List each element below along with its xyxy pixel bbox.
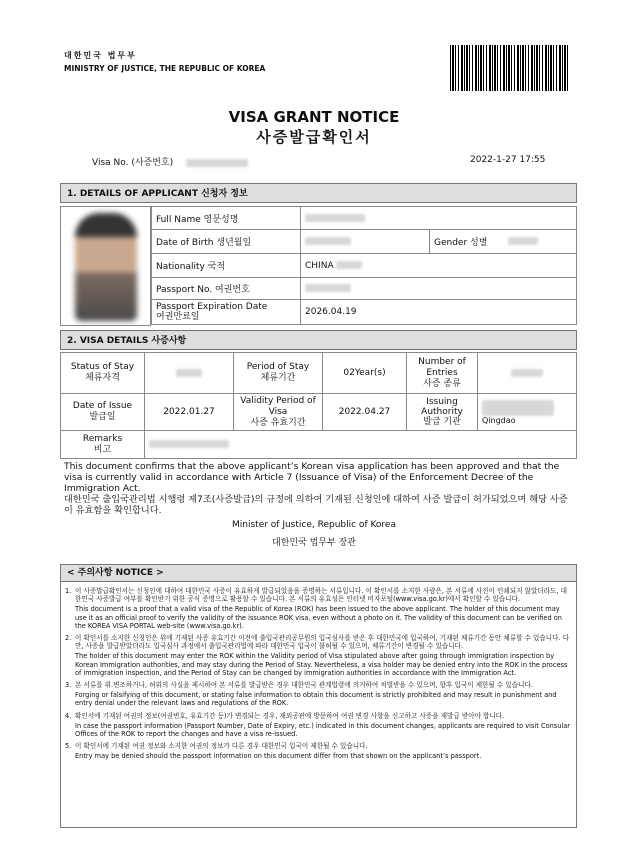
passport-expiry-label-ko: 여권만료일 xyxy=(156,312,200,322)
notice-item xyxy=(65,681,573,710)
remarks-label-ko: 비고 xyxy=(93,444,112,455)
notice-korean: 이 확인서에 기재된 여권 정보와 소지한 여권의 정보가 다른 경우 대한민국 입국이 제한될 수 있습니다. xyxy=(75,742,368,751)
nationality-cell xyxy=(301,254,577,278)
visa-table xyxy=(60,352,577,459)
entries-label xyxy=(407,353,478,394)
notice-english: The holder of this document may enter the ROK within the Validity period of Visa stipulated above after going through immigration inspection by Korean Immigration authorities, and may stay during the Period of Stay. Nevertheless, a visa holder may be denied entry into the ROK in the process of immigration inspection, and the Period of Stay can be changed by immigration authorities in accordance with the Immigration Act. xyxy=(75,652,568,677)
visa-number-label: Visa No. (사증번호) xyxy=(92,158,174,168)
dob-value xyxy=(305,237,351,245)
full-name-label: Full Name 영문성명 xyxy=(152,207,301,230)
nationality-label: Nationality 국적 xyxy=(152,254,301,278)
dob-label: Date of Birth 생년월일 xyxy=(152,230,301,254)
visa-number xyxy=(92,155,248,168)
remarks-label-en: Remarks xyxy=(82,433,123,444)
full-name-cell xyxy=(301,207,577,230)
agency-english: MINISTRY OF JUSTICE, THE REPUBLIC OF KOREA xyxy=(64,64,266,73)
statement-korean: 대한민국 출입국관리법 시행령 제7조(사증발급)의 규정에 의하여 기재된 신청인에 대하여 사증 발급이 허가되었으며 해당 사증이 유효함을 확인합니다. xyxy=(64,494,568,516)
passport-expiry-label-en: Passport Expiration Date xyxy=(156,302,268,312)
statement-english: This document confirms that the above applicant’s Korean visa application has been approved and that the visa is currently valid in accordance with Article 7 (Issuance of Visa) of the Enforcement Decree of the Immigration Act. xyxy=(64,461,560,494)
status-value xyxy=(176,369,202,377)
passport-cell xyxy=(301,278,577,300)
issue-value: 2022.01.27 xyxy=(145,394,234,431)
issue-label-ko: 발급일 xyxy=(89,412,116,422)
remarks-value xyxy=(149,440,229,448)
period-label-ko: 체류기간 xyxy=(260,373,296,383)
notice-number: 1. xyxy=(65,587,72,595)
remarks-label xyxy=(61,431,145,459)
gender-cell xyxy=(504,230,577,254)
notice-item xyxy=(65,742,573,762)
notice-number: 2. xyxy=(65,634,72,643)
barcode xyxy=(450,45,568,91)
nationality-blurred xyxy=(336,261,362,269)
notice-item xyxy=(65,634,573,679)
notice-box xyxy=(60,564,577,828)
notice-list xyxy=(65,587,573,765)
authority-label xyxy=(407,394,478,431)
entries-label-en: Number of Entries xyxy=(418,356,466,378)
title-korean: 사증발급확인서 xyxy=(256,128,372,146)
authority-label-ko: 발급 기관 xyxy=(423,417,461,427)
entries-cell xyxy=(478,353,577,394)
authority-label-en: Issuing Authority xyxy=(421,397,463,417)
passport-value xyxy=(305,284,351,292)
remarks-cell xyxy=(145,431,577,459)
applicant-table xyxy=(151,206,577,325)
authority-value: Qingdao xyxy=(482,415,516,425)
period-label xyxy=(234,353,323,394)
nationality-value: CHINA xyxy=(305,260,334,271)
period-value: 02Year(s) xyxy=(323,353,407,394)
full-name-value xyxy=(305,214,365,222)
notice-english: This document is a proof that a valid visa of the Republic of Korea (ROK) has been issued to the above applicant. The holder of this document may use it as an official proof to verify the validity of the issuance ROK visa, even without a photo on it. The validity of this document can be verified on the KOREA VISA PORTAL web-site (www.visa.go.kr). xyxy=(75,605,562,630)
notice-number: 3. xyxy=(65,681,72,690)
section-visa-header: 2. VISA DETAILS 사증사항 xyxy=(60,330,577,350)
notice-korean: 이 확인서를 소지한 신청인은 위에 기재된 사증 유효기간 이전에 출입국관리공무원의 입국심사를 받은 후 대한민국에 입국하여, 기재된 체류기간 동안 체류할 수 있습니다. 다만, 사증을 발급받았더라도 입국심사 과정에서 출입국관리법에 따라 대한민국 입국이 불허될 수 있으며, 체류기간이 변경될 수 있습니다. xyxy=(75,634,570,651)
issue-label-en: Date of Issue xyxy=(72,401,133,411)
passport-label: Passport No. 여권번호 xyxy=(152,278,301,300)
issue-label xyxy=(61,394,145,431)
confirmation-statement xyxy=(64,461,574,516)
minister-english: Minister of Justice, Republic of Korea xyxy=(232,520,396,530)
passport-expiry-label xyxy=(152,300,301,325)
entries-label-ko: 사증 종류 xyxy=(423,378,461,389)
notice-english: Forging or falsifying of this document, or stating false information to obtain this document is strictly prohibited and may result in punishment and entry denial under the relevant laws and regulations of the ROK. xyxy=(75,691,557,708)
notice-korean: 확인서에 기재된 여권의 정보(여권번호, 유효기간 등)가 변경되는 경우, 재외공관에 방문하여 여권 변경 사항을 신고하고 사증을 재발급 받아야 합니다. xyxy=(75,711,505,720)
notice-korean: 이 사증발급확인서는 신청인에 대하여 대한민국 사증이 유효하게 발급되었음을 증명하는 서류입니다. 이 확인서를 소지한 사람은, 본 서류에 사진이 인쇄되지 않았더라도, 대한민국 사증발급 여부를 확인받기 위한 공식 증명으로 활용할 수 있습니다. 본 서류의 유효성은 인터넷 비자포털(www.visa.go.kr)에서 확인할 수 있습니다. xyxy=(75,587,567,604)
agency-korean: 대한민국 법무부 xyxy=(64,51,137,60)
visa-number-value xyxy=(186,159,248,167)
authority-cell xyxy=(478,394,577,431)
notice-english: Entry may be denied should the passport information on this document differ from that shown on the applicant’s passport. xyxy=(75,752,482,761)
validity-label-en: Validity Period of Visa xyxy=(240,395,316,417)
authority-value-blurred xyxy=(482,400,554,416)
validity-value: 2022.04.27 xyxy=(323,394,407,431)
period-label-en: Period of Stay xyxy=(246,362,310,372)
gender-value xyxy=(508,237,538,245)
notice-item xyxy=(65,712,573,741)
passport-expiry-value: 2026.04.19 xyxy=(301,300,577,325)
status-label xyxy=(61,353,145,394)
status-label-en: Status of Stay xyxy=(70,362,135,372)
notice-item xyxy=(65,587,573,632)
status-cell xyxy=(145,353,234,394)
entries-value xyxy=(511,369,543,377)
notice-header: < 주의사항 NOTICE > xyxy=(61,565,576,582)
notice-english: In case the passport information (Passport Number, Date of Expiry, etc.) indicated in this document changes, applicants are required to visit Consular Offices of the ROK to report the changes and have a visa re-issued. xyxy=(75,721,570,739)
status-label-ko: 체류자격 xyxy=(85,373,120,383)
notice-number: 4. xyxy=(65,711,72,720)
applicant-photo xyxy=(60,206,151,326)
validity-label xyxy=(234,394,323,431)
notice-korean: 본 서류를 위.변조하거나, 허위의 사실을 제시하여 본 서류를 발급받은 경우 대한민국 관계법령에 의거하여 처벌받을 수 있으며, 향후 입국이 제한될 수 있습니다. xyxy=(75,681,533,690)
notice-number: 5. xyxy=(65,742,72,751)
minister-korean: 대한민국 법무부 장관 xyxy=(272,538,356,548)
gender-label: Gender 성별 xyxy=(430,230,505,254)
section-applicant-header: 1. DETAILS OF APPLICANT 신청자 정보 xyxy=(60,183,577,203)
issued-datetime: 2022-1-27 17:55 xyxy=(470,155,546,165)
title-english: VISA GRANT NOTICE xyxy=(228,108,400,126)
validity-label-ko: 사증 유효기간 xyxy=(250,417,306,428)
